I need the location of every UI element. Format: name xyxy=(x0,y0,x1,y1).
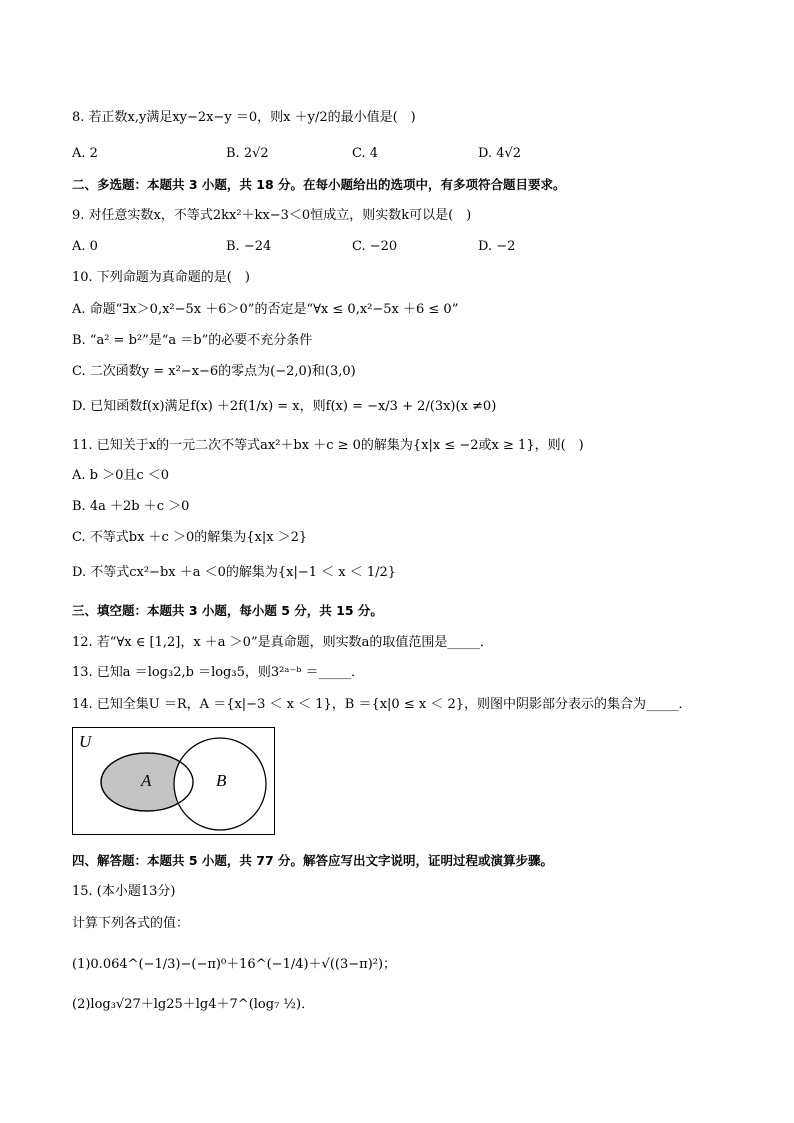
venn-diagram xyxy=(72,727,275,835)
q13-stem: 13. 已知a ＝log₃2,b ＝log₃5，则3²ᵃ⁻ᵇ ＝_____． xyxy=(72,665,365,680)
section-heading-fill-blank: 三、填空题：本题共 3 小题，每小题 5 分，共 15 分。 xyxy=(72,603,383,618)
q9-option-a: A. 0 xyxy=(72,239,98,254)
q15-title: 15. (本小题13分) xyxy=(72,884,176,899)
q9-stem: 9. 对任意实数x，不等式2kx²＋kx−3＜0恒成立，则实数k可以是( ) xyxy=(72,208,472,223)
q8-option-b: B. 2√2 xyxy=(226,146,269,161)
set-b-label: B xyxy=(216,771,227,790)
q10-option-b: B. “a² = b²”是“a ＝b”的必要不充分条件 xyxy=(72,333,313,348)
q11-stem: 11. 已知关于x的一元二次不等式ax²＋bx ＋c ≥ 0的解集为{x|x ≤ −2或x ≥ 1}，则( ) xyxy=(72,438,584,453)
q8-option-a: A. 2 xyxy=(72,146,98,161)
q9-option-c: C. −20 xyxy=(352,239,398,254)
q11-option-c: C. 不等式bx ＋c ＞0的解集为{x|x ＞2} xyxy=(72,530,308,545)
q10-option-d: D. 已知函数f(x)满足f(x) ＋2f(1/x) = x，则f(x) = −x/3 + 2/(3x)(x ≠0) xyxy=(72,399,497,414)
set-a-label: A xyxy=(141,771,152,790)
q10-option-a: A. 命题“∃x＞0,x²−5x ＋6＞0”的否定是“∀x ≤ 0,x²−5x ＋6 ≤ 0” xyxy=(72,302,459,317)
venn-svg xyxy=(73,728,276,836)
q15-item-2: (2)log₃√27＋lg25＋lg4＋7^(log₇ ½)． xyxy=(72,997,315,1012)
q9-option-b: B. −24 xyxy=(226,239,272,254)
q15-intro: 计算下列各式的值： xyxy=(72,916,190,931)
q11-option-d: D. 不等式cx²−bx ＋a ＜0的解集为{x|−1 ＜ x ＜ 1/2} xyxy=(72,565,397,580)
q8-option-c: C. 4 xyxy=(352,146,379,161)
q15-item-1: (1)0.064^(−1/3)−(−π)⁰＋16^(−1/4)＋√((3−π)²)； xyxy=(72,957,397,972)
q10-option-c: C. 二次函数y = x²−x−6的零点为(−2,0)和(3,0) xyxy=(72,364,356,379)
q9-option-d: D. −2 xyxy=(478,239,516,254)
q8-option-d: D. 4√2 xyxy=(478,146,522,161)
section-heading-multi-choice: 二、多选题：本题共 3 小题，共 18 分。在每小题给出的选项中，有多项符合题目要求。 xyxy=(72,177,566,192)
section-heading-solutions: 四、解答题：本题共 5 小题，共 77 分。解答应写出文字说明，证明过程或演算步骤。 xyxy=(72,853,554,868)
q12-stem: 12. 若“∀x ∈ [1,2]，x ＋a ＞0”是真命题，则实数a的取值范围是_____． xyxy=(72,635,493,650)
q11-option-a: A. b ＞0且c ＜0 xyxy=(72,468,170,483)
q10-stem: 10. 下列命题为真命题的是( ) xyxy=(72,270,250,285)
universe-label: U xyxy=(79,732,92,751)
q14-stem: 14. 已知全集U ＝R，A ＝{x|−3 ＜ x ＜ 1}，B ＝{x|0 ≤ x ＜ 2}，则图中阴影部分表示的集合为_____． xyxy=(72,697,692,712)
q11-option-b: B. 4a ＋2b ＋c ＞0 xyxy=(72,499,190,514)
q8-stem: 8. 若正数x,y满足xy−2x−y ＝0，则x ＋y/2的最小值是( ) xyxy=(72,110,416,125)
